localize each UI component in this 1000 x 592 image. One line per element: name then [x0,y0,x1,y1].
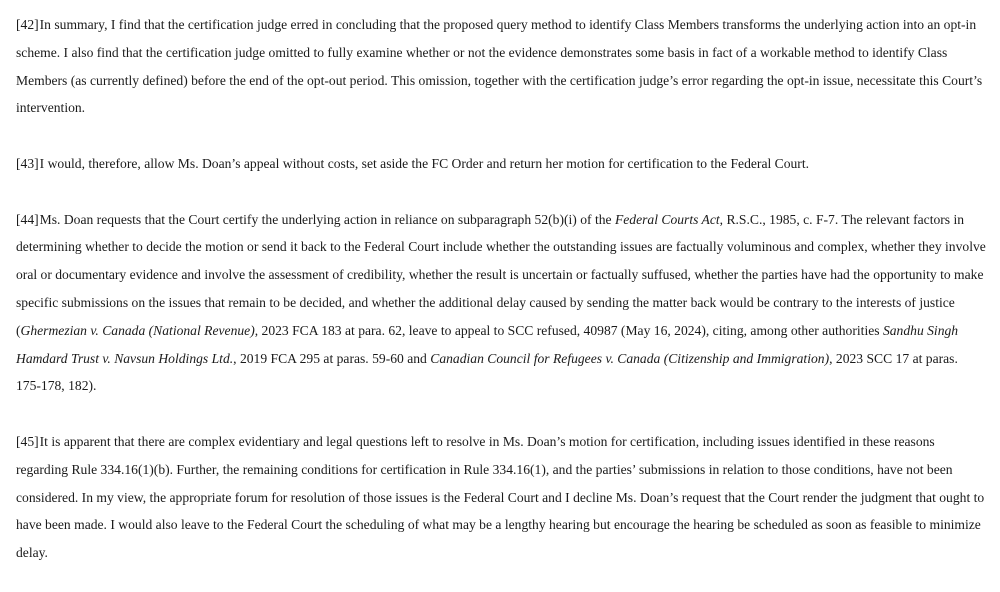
paragraph-44 [16,206,986,401]
case-citation: Canadian Council for Refugees v. Canada (Citizenship and Immigration) [430,350,830,366]
paragraph-number: [42] [16,17,39,32]
paragraph-text: I would, therefore, allow Ms. Doan’s appeal without costs, set aside the FC Order and return her motion for certification to the Federal Court. [39,155,810,171]
paragraph-text: , 2023 SCC 17 at paras. 175-178, 182). [16,350,958,394]
paragraph-text: Ms. Doan requests that the Court certify the underlying action in reliance on subparagraph 52(b)(i) of the [39,211,615,227]
paragraph-number: [44] [16,211,39,227]
paragraph-text: It is apparent that there are complex evidentiary and legal questions left to resolve in Ms. Doan’s motion for certification, including issues identified in these reasons regarding Rule 334.16(1)(b). Further, the remaining conditions for certification in Rule 334.16(1), and the parties’ submissions in relation to those conditions, have not been considered. In my view, the appropriate forum for resolution of those issues is the Federal Court and I decline Ms. Doan’s request that the Court render the judgment that ought to have been made. I would also leave to the Federal Court the scheduling of what may be a lengthy hearing but encourage the hearing be scheduled as soon as feasible to minimize delay. [16,433,985,561]
paragraph-number: [43] [16,155,39,171]
paragraph-number: [45] [16,433,39,449]
paragraph-text: , 2019 FCA 295 at paras. 59-60 and [233,350,431,366]
paragraph-text: In summary, I find that the certification judge erred in concluding that the proposed query method to identify Class Members transforms the underlying action into an opt-in scheme. I also find that the certification judge omitted to fully examine whether or not the evidence demonstrates some basis in fact of a workable method to identify Class Members (as currently defined) before the end of the opt-out period. This omission, together with the certification judge’s error regarding the opt-in issue, necessitate this Court’s intervention. [16,17,983,116]
case-citation: Sandhu Singh Hamdard Trust v. Navsun Holdings Ltd. [16,322,959,366]
paragraph-text: , 2023 FCA 183 at para. 62, leave to appeal to SCC refused, 40987 (May 16, 2024), citing, among other authorities [254,322,883,338]
paragraph-text: , R.S.C., 1985, c. F-7. The relevant factors in determining whether to decide the motion or send it back to the Federal Court include whether the outstanding issues are factually voluminous and complex, whether they involve oral or documentary evidence and involve the assessment of credibility, whether the result is uncertain or factually suffused, whether the parties have had the opportunity to make specific submissions on the issues that remain to be decided, and whether the additional delay caused by sending the matter back would be contrary to the interests of justice ( [16,211,986,338]
paragraph-45 [16,428,986,567]
paragraph-43 [16,150,986,178]
paragraph-42 [16,11,986,122]
case-citation: Ghermezian v. Canada (National Revenue) [20,322,255,338]
statute-citation: Federal Courts Act [614,211,720,227]
